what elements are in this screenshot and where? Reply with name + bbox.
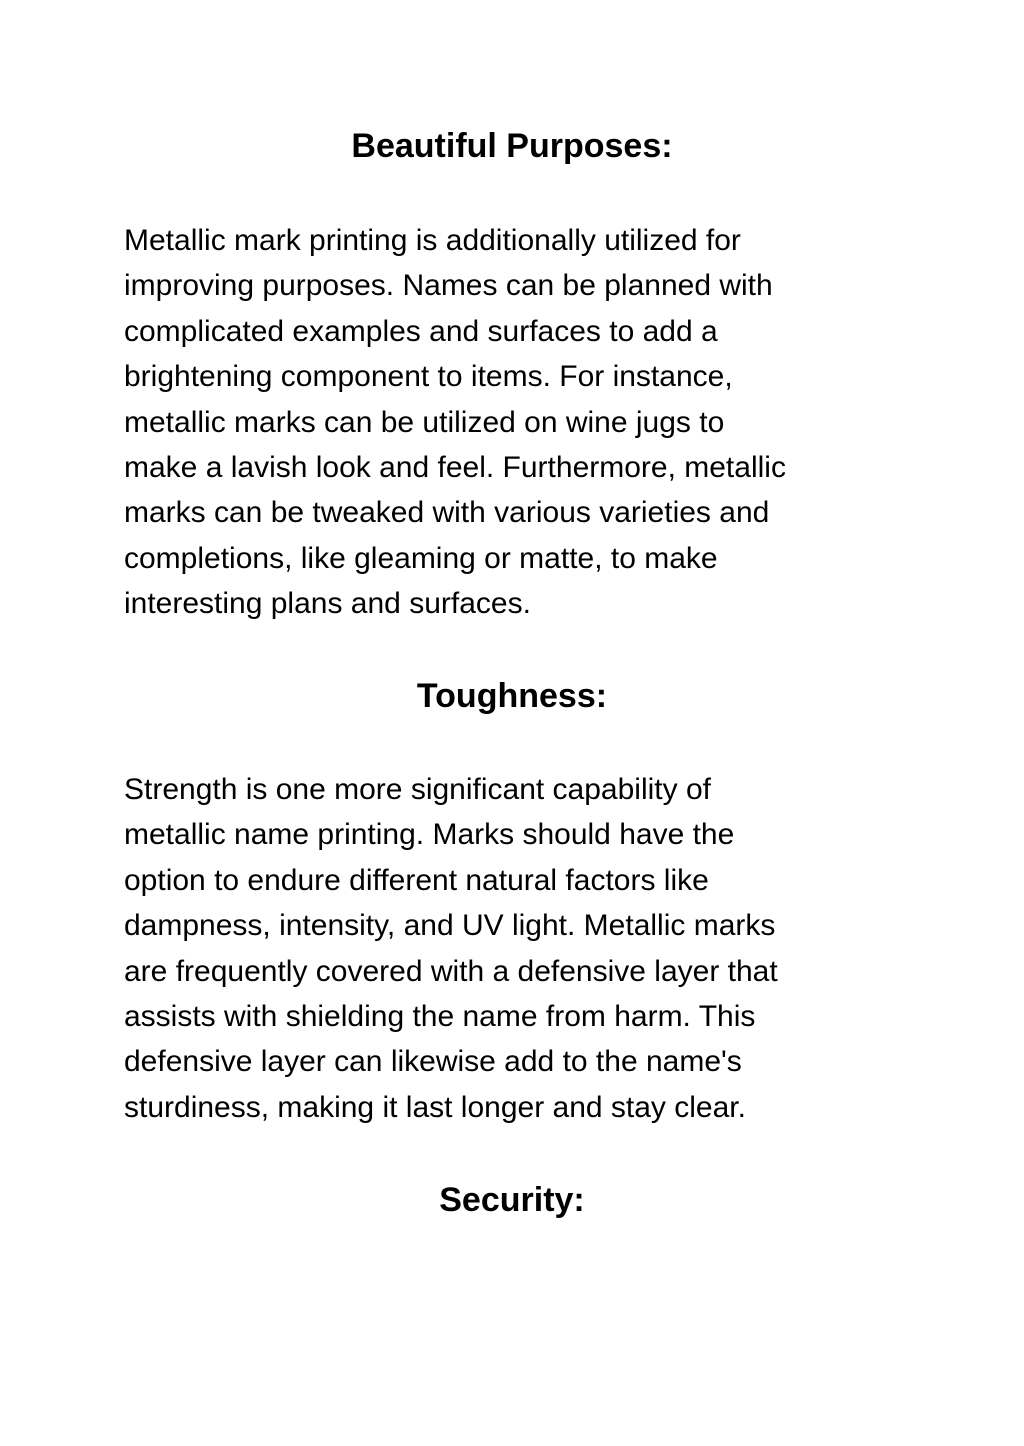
paragraph-line: sturdiness, making it last longer and stay clear. — [124, 1090, 746, 1124]
paragraph-line: are frequently covered with a defensive layer that — [124, 954, 778, 988]
section-heading-security: Security: — [439, 1181, 585, 1219]
paragraph-line: dampness, intensity, and UV light. Metallic marks — [124, 909, 776, 943]
paragraph-line: interesting plans and surfaces. — [124, 587, 531, 621]
paragraph-line: metallic marks can be utilized on wine jugs to — [124, 405, 725, 439]
paragraph-line: Strength is one more significant capability of — [124, 773, 711, 806]
paragraph-line: assists with shielding the name from harm. This — [124, 1000, 756, 1034]
paragraph-line: make a lavish look and feel. Furthermore, metallic — [124, 451, 786, 485]
paragraph-line: complicated examples and surfaces to add a — [124, 314, 718, 348]
paragraph-line: defensive layer can likewise add to the name's — [124, 1045, 742, 1079]
paragraph-line: improving purposes. Names can be planned with — [124, 269, 773, 303]
section-heading-beautiful-purposes: Beautiful Purposes: — [351, 127, 673, 165]
paragraph-line: Metallic mark printing is additionally utilized for — [124, 224, 741, 257]
paragraph-line: option to endure different natural factors like — [124, 863, 709, 897]
section-paragraph-toughness — [124, 767, 904, 1130]
paragraph-line: metallic name printing. Marks should have the — [124, 818, 735, 852]
section-heading-toughness: Toughness: — [416, 677, 608, 715]
paragraph-line: marks can be tweaked with various varieties and — [124, 496, 770, 530]
paragraph-line: brightening component to items. For instance, — [124, 360, 733, 394]
section-paragraph-beautiful-purposes — [124, 218, 904, 627]
paragraph-line: completions, like gleaming or matte, to make — [124, 541, 718, 575]
